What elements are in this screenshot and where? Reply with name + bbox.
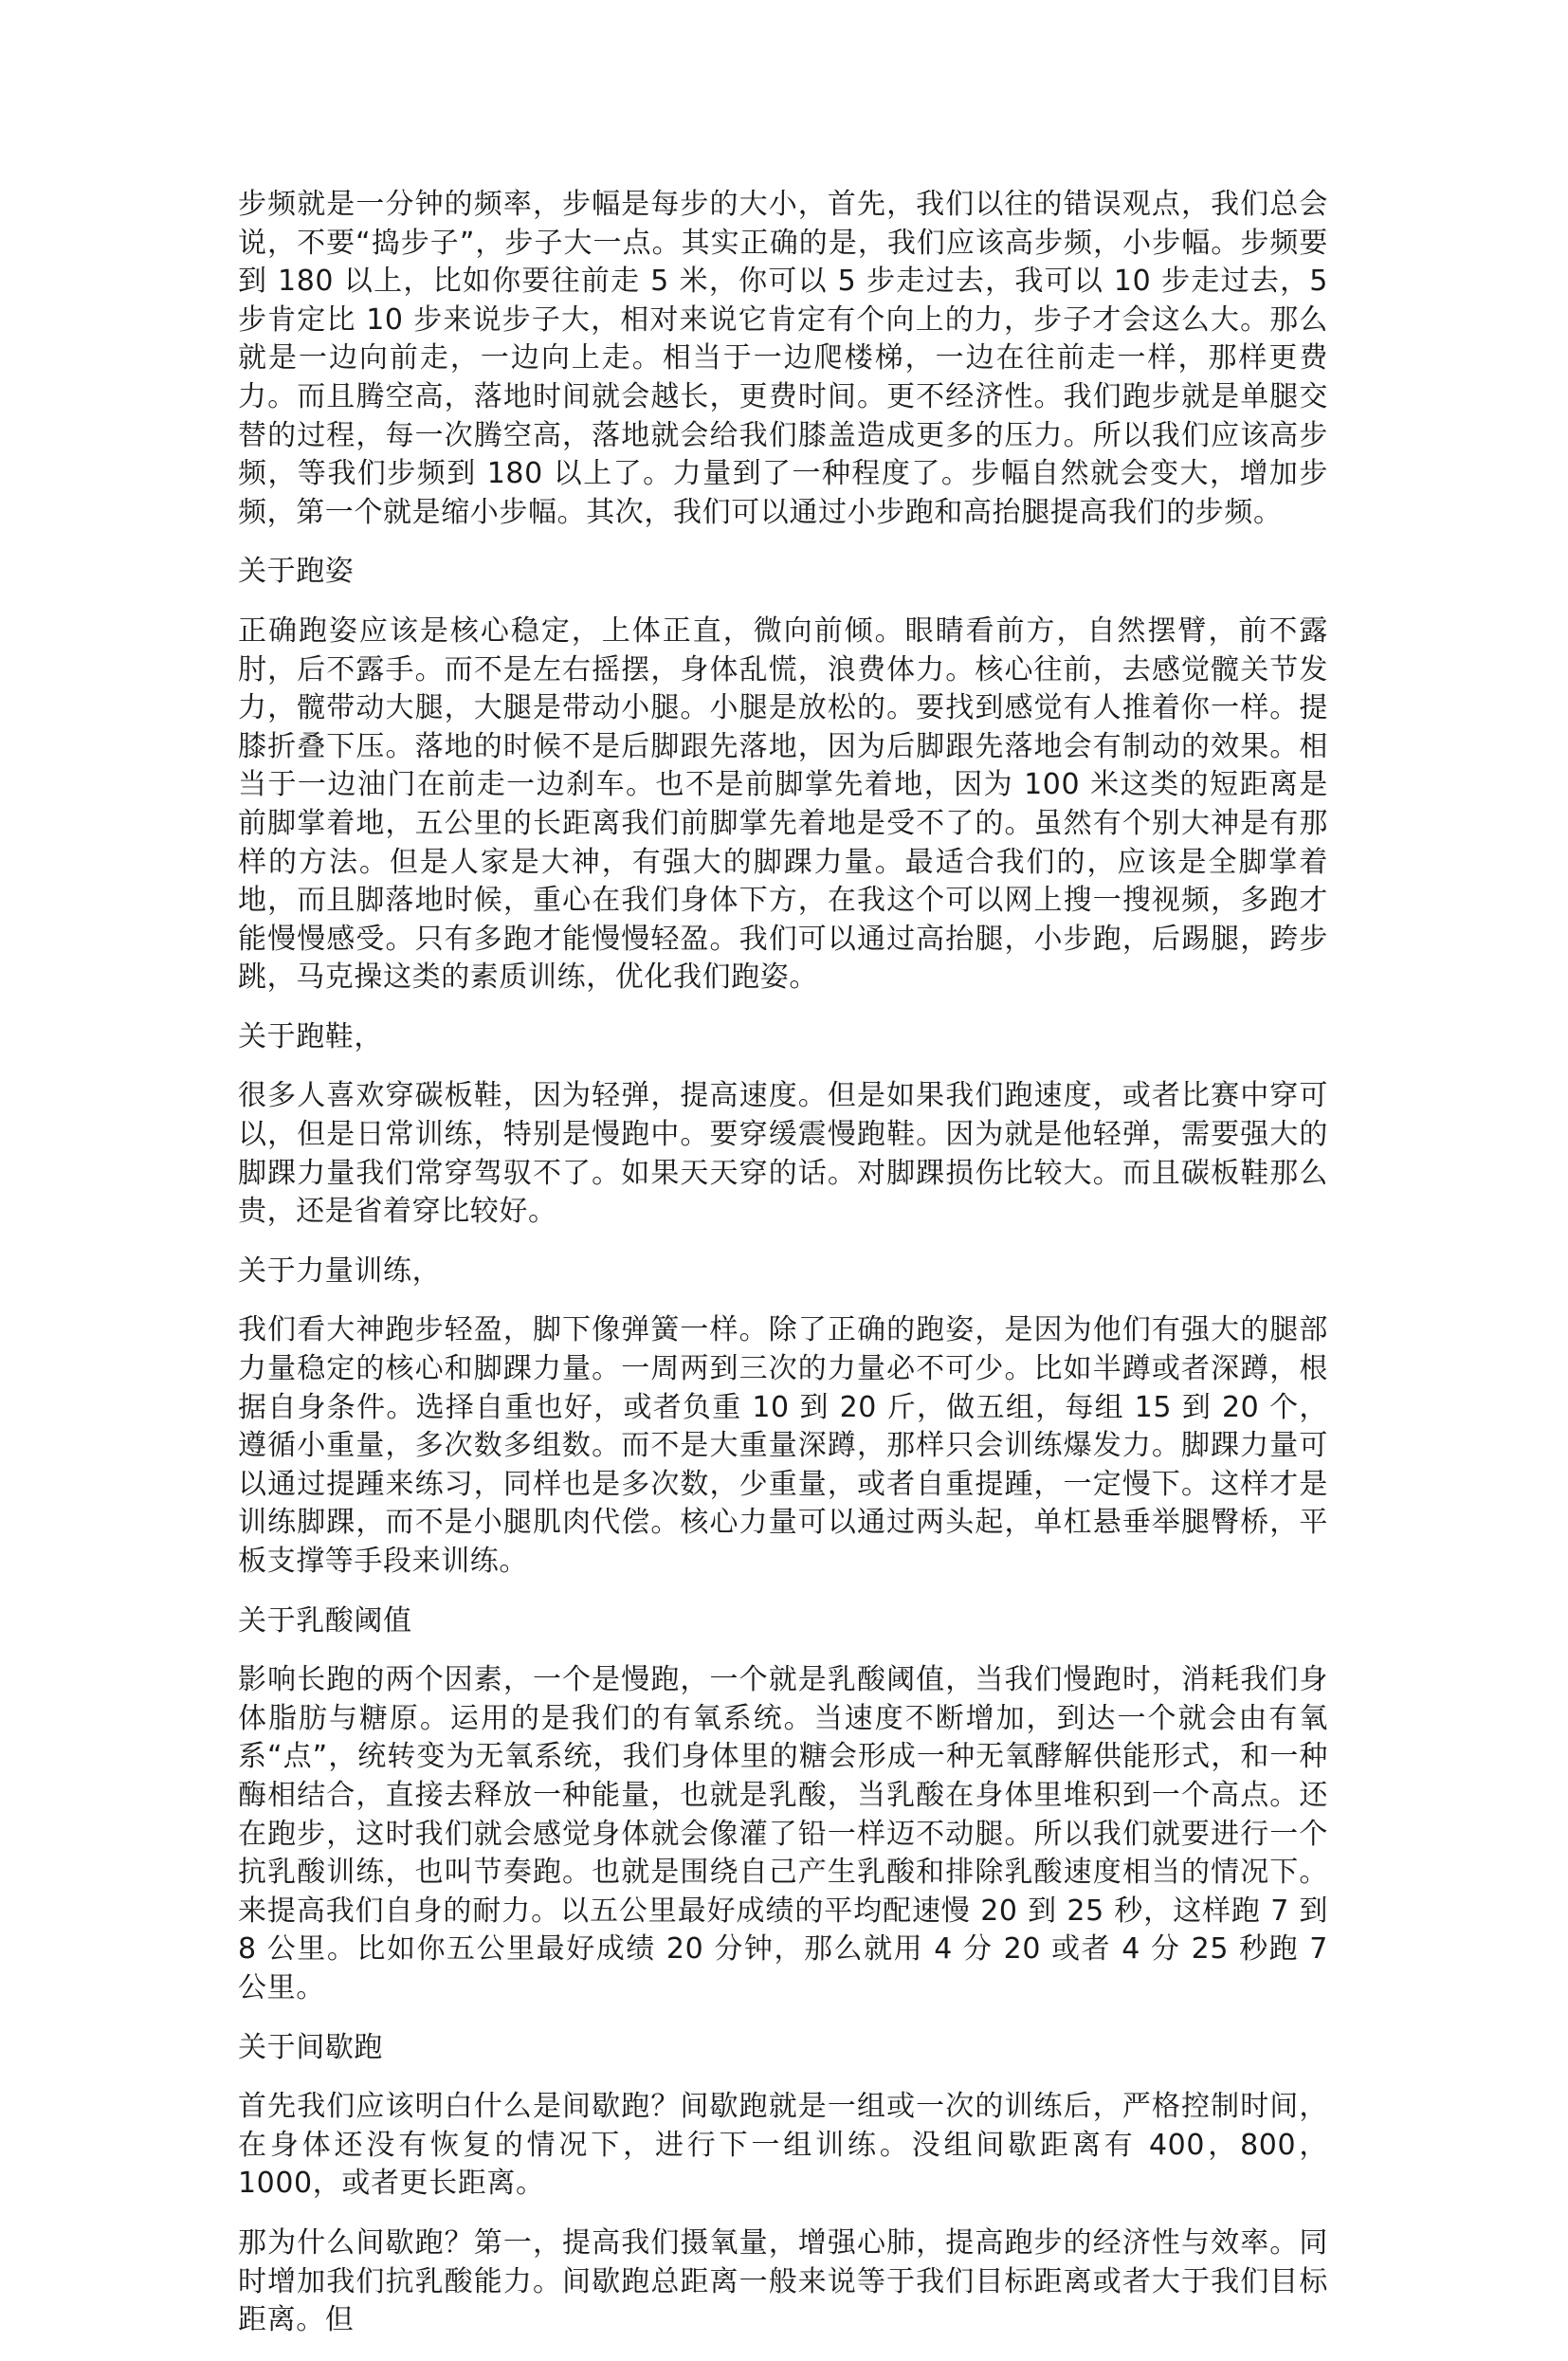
heading-interval-running: 关于间歇跑 — [238, 2030, 383, 2064]
paragraph-lactate-threshold: 影响长跑的两个因素，一个是慢跑，一个就是乳酸阈值，当我们慢跑时，消耗我们身体脂肪与糖原。运用的是我们的有氧系统。当速度不断增加，到达一个就会由有氧系“点”，统转变为无氧系统，我们身体里的糖会形成一种无氧酵解供能形式，和一种酶相结合，直接去释放一种能量，也就是乳酸，当乳酸在身体里堆积到一个高点。还在跑步，这时我们就会感觉身体就会像灌了铅一样迈不动腿。所以我们就要进行一个抗乳酸训练，也叫节奏跑。也就是围绕自己产生乳酸和排除乳酸速度相当的情况下。来提高我们自身的耐力。以五公里最好成绩的平均配速慢 20 到 25 秒，这样跑 7 到 8 公里。比如你五公里最好成绩 20 分钟，那么就用 4 分 20 或者 4 分 25 秒跑 7 公里。 — [238, 1663, 1328, 2004]
paragraph-running-shoes: 很多人喜欢穿碳板鞋，因为轻弹，提高速度。但是如果我们跑速度，或者比赛中穿可以，但是日常训练，特别是慢跑中。要穿缓震慢跑鞋。因为就是他轻弹，需要强大的脚踝力量我们常穿驾驭不了。如果天天穿的话。对脚踝损伤比较大。而且碳板鞋那么贵，还是省着穿比较好。 — [238, 1079, 1328, 1229]
heading-lactate-threshold: 关于乳酸阈值 — [238, 1603, 412, 1638]
paragraph-interval-purpose: 那为什么间歇跑？第一，提高我们摄氧量，增强心肺，提高跑步的经济性与效率。同时增加我们抗乳酸能力。间歇跑总距离一般来说等于我们目标距离或者大于我们目标距离。但 — [238, 2225, 1328, 2337]
paragraph-interval-definition: 首先我们应该明白什么是间歇跑？间歇跑就是一组或一次的训练后，严格控制时间，在身体还没有恢复的情况下，进行下一组训练。没组间歇距离有 400，800，1000，或者更长距离。 — [238, 2090, 1328, 2201]
heading-running-posture: 关于跑姿 — [238, 555, 355, 589]
paragraph-running-posture: 正确跑姿应该是核心稳定，上体正直，微向前倾。眼睛看前方，自然摆臂，前不露肘，后不露手。而不是左右摇摆，身体乱慌，浪费体力。核心往前，去感觉髋关节发力，髋带动大腿，大腿是带动小腿。小腿是放松的。要找到感觉有人推着你一样。提膝折叠下压。落地的时候不是后脚跟先落地，因为后脚跟先落地会有制动的效果。相当于一边油门在前走一边刹车。也不是前脚掌先着地，因为 100 米这类的短距离是前脚掌着地，五公里的长距离我们前脚掌先着地是受不了的。虽然有个别大神是有那样的方法。但是人家是大神，有强大的脚踝力量。最适合我们的，应该是全脚掌着地，而且脚落地时候，重心在我们身体下方，在我这个可以网上搜一搜视频，多跑才能慢慢感受。只有多跑才能慢慢轻盈。我们可以通过高抬腿，小步跑，后踢腿，跨步跳，马克操这类的素质训练，优化我们跑姿。 — [238, 613, 1328, 995]
paragraph-strength-training: 我们看大神跑步轻盈，脚下像弹簧一样。除了正确的跑姿，是因为他们有强大的腿部力量稳定的核心和脚踝力量。一周两到三次的力量必不可少。比如半蹲或者深蹲，根据自身条件。选择自重也好，或者负重 10 到 20 斤，做五组，每组 15 到 20 个，遵循小重量，多次数多组数。而不是大重量深蹲，那样只会训练爆发力。脚踝力量可以通过提踵来练习，同样也是多次数，少重量，或者自重提踵，一定慢下。这样才是训练脚踝，而不是小腿肌肉代偿。核心力量可以通过两头起，单杠悬垂举腿臀桥，平板支撑等手段来训练。 — [238, 1313, 1328, 1578]
document-body — [238, 186, 1328, 2361]
heading-strength-training: 关于力量训练， — [238, 1254, 442, 1288]
paragraph-stride-frequency: 步频就是一分钟的频率，步幅是每步的大小，首先，我们以往的错误观点，我们总会说，不要“捣步子”，步子大一点。其实正确的是，我们应该高步频，小步幅。步频要到 180 以上，比如你要往前走 5 米，你可以 5 步走过去，我可以 10 步走过去，5 步肯定比 10 步来说步子大，相对来说它肯定有个向上的力，步子才会这么大。那么就是一边向前走，一边向上走。相当于一边爬楼梯，一边在往前走一样，那样更费力。而且腾空高，落地时间就会越长，更费时间。更不经济性。我们跑步就是单腿交替的过程，每一次腾空高，落地就会给我们膝盖造成更多的压力。所以我们应该高步频，等我们步频到 180 以上了。力量到了一种程度了。步幅自然就会变大，增加步频，第一个就是缩小步幅。其次，我们可以通过小步跑和高抬腿提高我们的步频。 — [238, 188, 1328, 529]
heading-running-shoes: 关于跑鞋， — [238, 1019, 383, 1053]
